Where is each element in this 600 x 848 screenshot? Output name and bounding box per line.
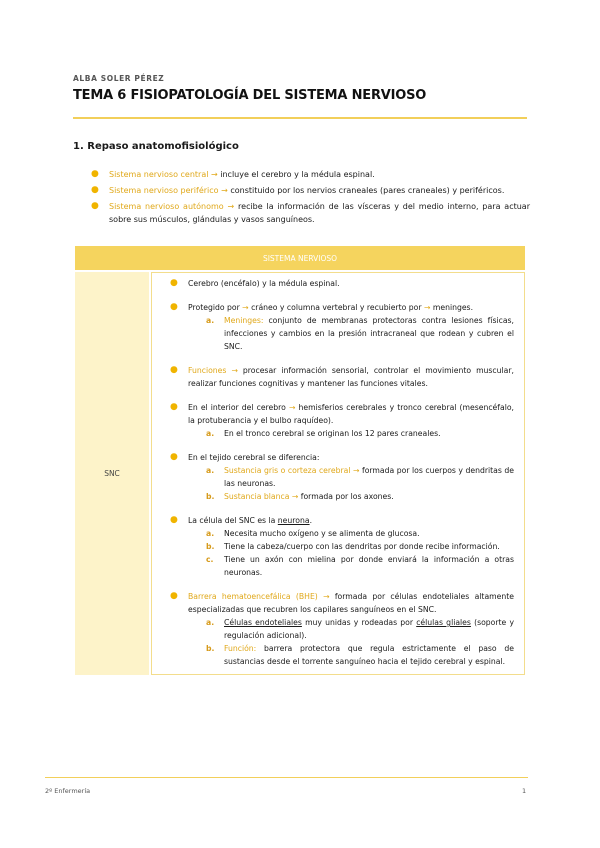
sub-item: a. Células endoteliales muy unidas y rodeadas por células gliales (soporte y regulación adicional).	[206, 618, 514, 640]
list-item: ● Barrera hematoencefálica (BHE) → formada por células endoteliales altamente especializadas que recubren los capilares sanguíneos en el SNC. a. Células endoteliales muy unidas y rodeadas por células gliales (soporte y regulación adicional). b. Función: barrera protectora que regula estrictamente el paso de sustancias desde el torrente sanguíneo hacia el tejido cerebral y espinal.	[170, 591, 514, 666]
sub-item: a. Sustancia gris o corteza cerebral → formada por los cuerpos y dendritas de las neuronas.	[206, 466, 515, 488]
list-item: ● Sistema nervioso autónomo → recibe la información de las vísceras y del medio interno, para actuar sobre sus músculos, glándulas y vasos sanguíneos.	[91, 201, 530, 224]
sub-item: b. Tiene la cabeza/cuerpo con las dendritas por donde recibe información.	[206, 542, 500, 551]
list-item: ● Cerebro (encéfalo) y la médula espinal.	[170, 278, 340, 288]
bullet-icon: ●	[91, 185, 99, 195]
sub-item: a. En el tronco cerebral se originan los 12 pares craneales.	[206, 429, 441, 438]
list-item: ● En el interior del cerebro → hemisferios cerebrales y tronco cerebral (mesencéfalo, la protuberancia y el bulbo raquídeo). a. En el tronco cerebral se originan los 12 pares craneales.	[170, 402, 514, 438]
list-item: ● Funciones → procesar información sensorial, controlar el movimiento muscular, realizar funciones cognitivas y mantener las funciones vitales.	[170, 365, 514, 388]
section-heading: 1. Repaso anatomofisiológico	[73, 141, 239, 152]
row-label: SNC	[75, 272, 149, 675]
author-name: ALBA SOLER PÉREZ	[73, 74, 165, 83]
table-header: SISTEMA NERVIOSO	[75, 246, 525, 270]
list-item: ● En el tejido cerebral se diferencia: a. Sustancia gris o corteza cerebral → formada por los cuerpos y dendritas de las neuronas. b. Sustancia blanca → formada por los axones.	[170, 452, 515, 501]
bullet-icon: ●	[91, 169, 99, 179]
list-item: ● La célula del SNC es la neurona. a. Necesita mucho oxígeno y se alimenta de glucosa. b. Tiene la cabeza/cuerpo con las dendritas por donde recibe información. c. Tiene un axón con mielina por donde enviará la información a otras neuronas.	[170, 515, 514, 577]
intro-list	[93, 168, 530, 229]
sub-item: b. Función: barrera protectora que regula estrictamente el paso de sustancias desde el torrente sanguíneo hacia el tejido cerebral y espinal.	[206, 644, 514, 666]
title-divider	[73, 117, 527, 119]
sub-item: a. Necesita mucho oxígeno y se alimenta de glucosa.	[206, 529, 420, 538]
page-number: 1	[522, 787, 527, 795]
footer-course: 2º Enfermería	[45, 787, 91, 795]
sub-item: b. Sustancia blanca → formada por los axones.	[206, 492, 394, 501]
table-body-cell	[151, 272, 525, 675]
list-item: ● Sistema nervioso central → incluye el cerebro y la médula espinal.	[91, 169, 375, 179]
sub-item: c. Tiene un axón con mielina por donde enviará la información a otras neuronas.	[206, 555, 514, 577]
list-item: ● Protegido por → cráneo y columna vertebral y recubierto por → meninges. a. Meninges: conjunto de membranas protectoras contra lesiones físicas, infecciones y cambios en la presión intracraneal que rodean y cubren el SNC.	[170, 302, 514, 351]
bullet-icon: ●	[91, 201, 99, 211]
list-item: ● Sistema nervioso periférico → constituido por los nervios craneales (pares craneales) y periféricos.	[91, 185, 505, 195]
sub-item: a. Meninges: conjunto de membranas protectoras contra lesiones físicas, infecciones y cambios en la presión intracraneal que rodean y cubren el SNC.	[206, 316, 514, 351]
document-title: TEMA 6 FISIOPATOLOGÍA DEL SISTEMA NERVIOSO	[73, 88, 427, 103]
footer-divider	[45, 777, 528, 778]
nervous-system-table	[73, 244, 527, 677]
